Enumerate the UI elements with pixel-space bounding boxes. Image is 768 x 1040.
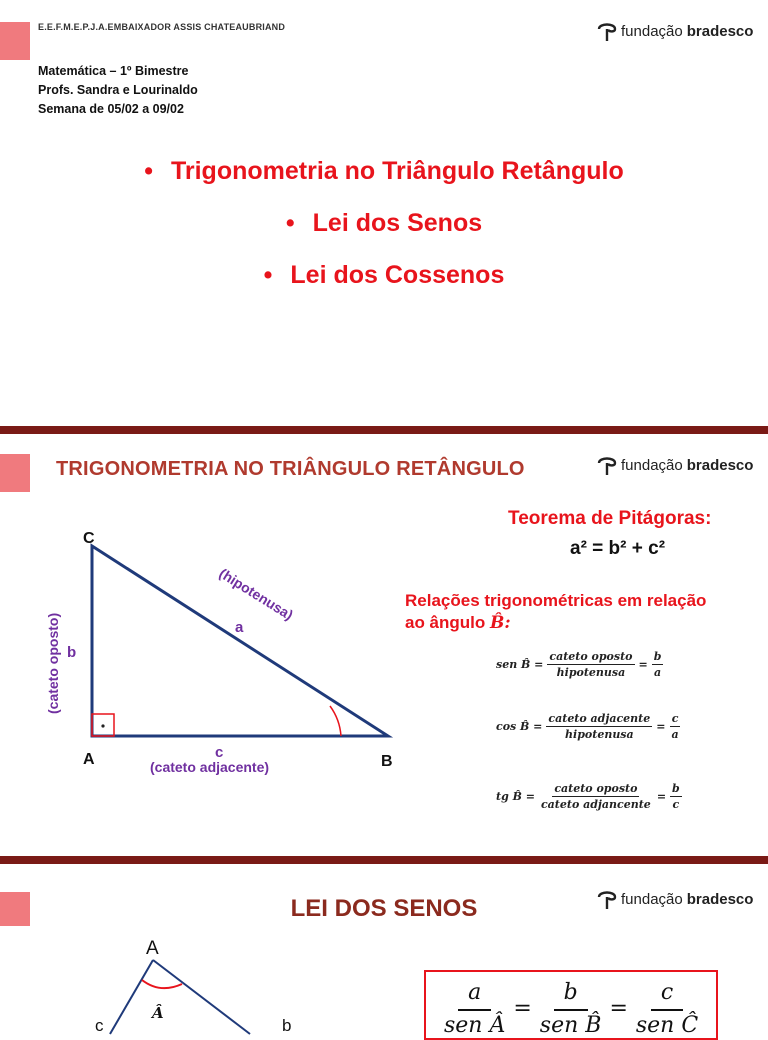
triangle-side-right — [153, 960, 250, 1034]
school-name: E.E.F.M.E.P.J.A.EMBAIXADOR ASSIS CHATEAUBRIAND — [38, 22, 286, 32]
relations-title-line2: ao ângulo — [405, 613, 486, 632]
vertex-a-label: A — [83, 751, 95, 768]
right-triangle-diagram — [0, 514, 420, 874]
angle-a-arc — [142, 980, 182, 988]
slide-divider — [0, 856, 768, 864]
law-equals: = — [609, 996, 628, 1021]
side-a-label: a — [235, 619, 244, 636]
triangle-side-left — [110, 960, 153, 1034]
angle-b-arc — [330, 706, 341, 736]
law-fraction-b — [540, 980, 602, 1038]
vertex-c-label: C — [83, 530, 95, 547]
slide-divider — [0, 426, 768, 434]
slide-tab-marker — [0, 22, 30, 60]
sen-formula — [496, 650, 667, 679]
logo-text-light: fundação — [621, 456, 683, 474]
sine-law-formula — [444, 980, 698, 1038]
law-den-c: sen Ĉ — [635, 1013, 699, 1038]
relations-title — [405, 590, 706, 634]
angle-b-symbol: B̂: — [490, 613, 511, 633]
law-num-b: b — [554, 980, 588, 1011]
cos-fraction — [546, 712, 652, 741]
fundacao-bradesco-tree-icon — [596, 454, 618, 476]
pythagoras-title: Teorema de Pitágoras: — [508, 508, 712, 529]
topic-label: Trigonometria no Triângulo Retângulo — [170, 157, 624, 185]
cos-numerator: cateto adjacente — [548, 712, 651, 725]
pythagoras-formula: a² = b² + c² — [570, 538, 666, 559]
bullet-icon: • — [285, 209, 295, 237]
side-b-label: b — [67, 644, 77, 661]
fundacao-bradesco-logo — [596, 20, 753, 42]
law-num-a: a — [458, 980, 491, 1011]
right-angle-dot — [101, 724, 104, 727]
slide-title: TRIGONOMETRIA NO TRIÂNGULO RETÂNGULO — [56, 458, 525, 480]
logo-text-bold: bradesco — [686, 22, 754, 40]
course-info-subject: Matemática – 1º Bimestre — [38, 64, 189, 78]
sen-denominator: hipotenusa — [556, 666, 626, 679]
relations-title-line2-wrap — [405, 612, 706, 634]
cateto-adjacente-label: (cateto adjacente) — [150, 759, 270, 775]
law-den-b: sen B̂ — [539, 1013, 602, 1038]
fundacao-bradesco-logo — [596, 454, 753, 476]
topic-label: Lei dos Senos — [312, 209, 483, 237]
cateto-oposto-label: (cateto oposto) — [45, 612, 61, 714]
cos-lhs: cos B̂ = — [496, 720, 543, 733]
topic-1 — [0, 157, 768, 186]
vertex-a-label: A — [146, 938, 159, 959]
cos-formula — [496, 712, 685, 741]
law-equals: = — [513, 996, 532, 1021]
tg-equals: = — [656, 790, 667, 803]
vertex-b-label: B — [381, 753, 393, 770]
relations-title-line1: Relações trigonométricas em relação — [405, 591, 707, 610]
tg-denominator: cateto adjancente — [540, 798, 651, 811]
sen-ratio-den: a — [654, 666, 662, 679]
sine-law-box — [424, 970, 718, 1040]
tg-numerator: cateto oposto — [554, 782, 638, 795]
side-c-label: c — [95, 1016, 104, 1035]
hipotenusa-label: (hipotenusa) — [216, 564, 297, 624]
law-num-c: c — [651, 980, 683, 1011]
tg-lhs: tg B̂ = — [496, 790, 535, 803]
tg-ratio-den: c — [672, 798, 680, 811]
course-info-week: Semana de 05/02 a 09/02 — [38, 102, 184, 116]
tg-fraction — [539, 782, 653, 811]
cos-denominator: hipotenusa — [565, 728, 634, 741]
bullet-icon: • — [144, 157, 153, 185]
tg-formula — [496, 782, 686, 811]
cos-ratio-num: c — [671, 712, 679, 725]
topic-3 — [0, 261, 768, 290]
fundacao-bradesco-tree-icon — [596, 20, 618, 42]
sen-numerator: cateto oposto — [549, 650, 633, 663]
slide-2 — [0, 434, 768, 856]
side-b-label: b — [282, 1016, 292, 1035]
logo-text-light: fundação — [621, 890, 683, 908]
logo-text-bold: bradesco — [686, 456, 754, 474]
topic-2 — [0, 209, 768, 238]
law-fraction-a — [444, 980, 505, 1038]
angle-a-label: Â — [152, 1004, 164, 1022]
sen-fraction — [547, 650, 634, 679]
sen-lhs: sen B̂ = — [496, 658, 544, 671]
bullet-icon: • — [263, 261, 273, 289]
sen-equals: = — [638, 658, 648, 671]
slide-1 — [0, 0, 768, 426]
slide-title: LEI DOS SENOS — [290, 895, 478, 922]
side-c-label: c — [215, 744, 224, 761]
cos-ratio-den: a — [671, 728, 679, 741]
cos-equals: = — [656, 720, 666, 733]
tg-ratio-num: b — [672, 782, 680, 795]
law-den-a: sen Â — [444, 1013, 506, 1038]
logo-text-light: fundação — [621, 22, 683, 40]
sen-ratio — [652, 650, 664, 679]
slide-tab-marker — [0, 454, 30, 492]
cos-ratio — [669, 712, 680, 741]
oblique-triangle-diagram — [0, 864, 320, 1035]
course-info-teachers: Profs. Sandra e Lourinaldo — [38, 83, 198, 97]
law-fraction-c — [636, 980, 698, 1038]
topic-label: Lei dos Cossenos — [290, 261, 505, 289]
tg-ratio — [670, 782, 682, 811]
sen-ratio-num: b — [653, 650, 662, 663]
logo-text-bold: bradesco — [686, 890, 754, 908]
